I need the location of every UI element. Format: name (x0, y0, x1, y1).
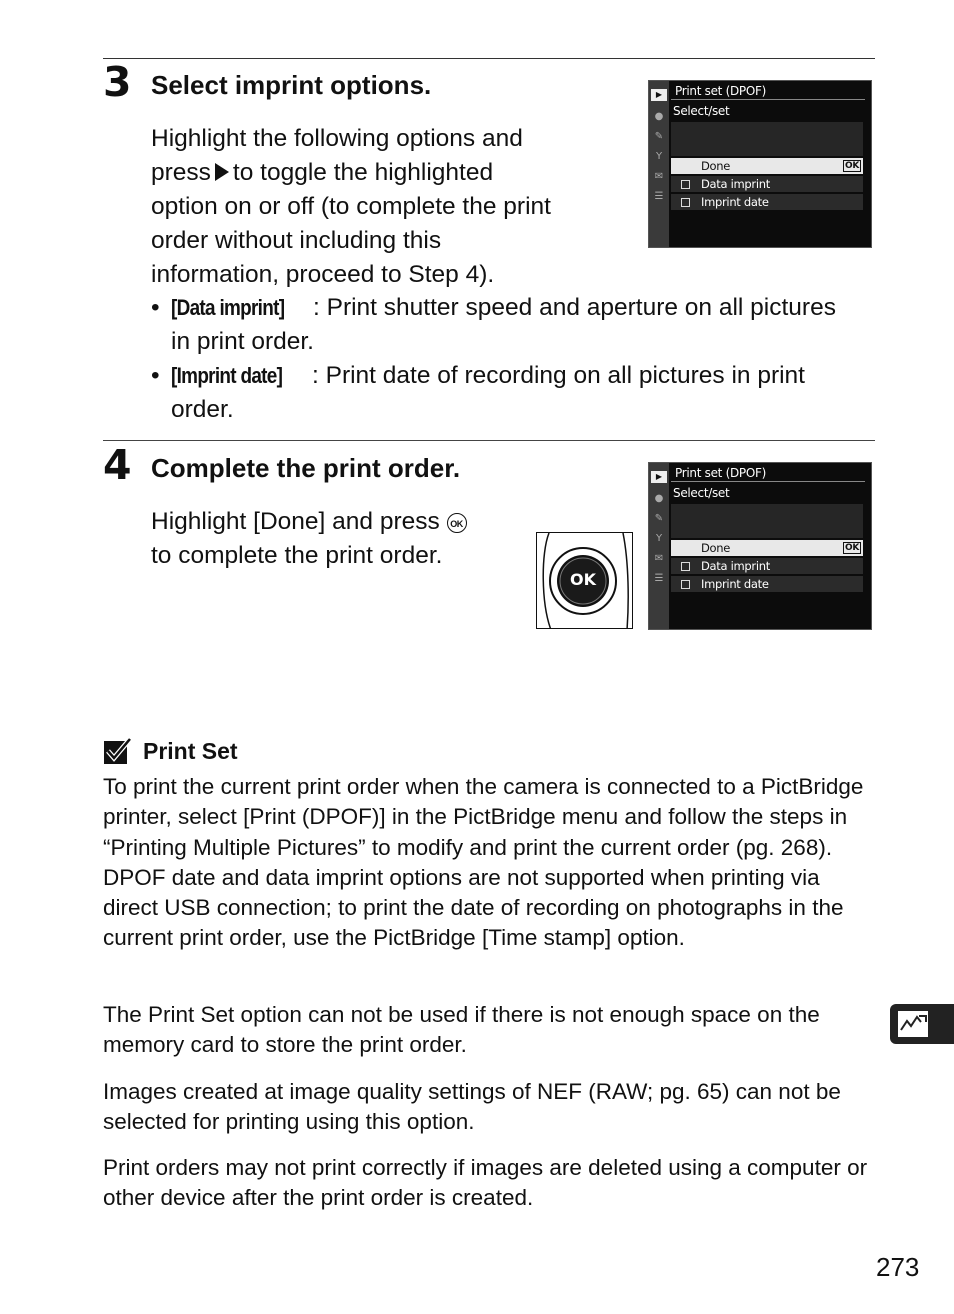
my-menu-icon: ☰ (654, 191, 664, 202)
step-3-title: Select imprint options. (151, 70, 432, 100)
checkbox-icon (681, 580, 690, 589)
data-imprint-text-cont: in print order. (171, 328, 314, 355)
step-4-line-1-text: Highlight [Done] and press (151, 508, 440, 535)
note-paragraph-4: Print orders may not print correctly if images are deleted using a computer or other device after the print order is created. (103, 1155, 868, 1211)
step-3-line-2 (151, 156, 621, 190)
step-4-line-2: to complete the print order. (151, 542, 443, 569)
data-imprint-term: [Data imprint] (171, 295, 285, 320)
menu-item-data-imprint (671, 558, 863, 574)
menu-item-label: Done (701, 541, 731, 555)
section-rule-middle (103, 440, 875, 441)
setup-menu-icon: Y (655, 151, 663, 162)
checkbox-icon (681, 562, 690, 571)
bullet-icon: • (151, 294, 160, 321)
page-number: 273 (876, 1252, 920, 1282)
menu-item-label: Data imprint (701, 559, 770, 573)
note-paragraph-3: Images created at image quality settings of NEF (RAW; pg. 65) can not be selected for printing using this option. (103, 1079, 841, 1135)
camera-menu-screen-step-4 (648, 462, 872, 630)
screen-title: Print set (DPOF) (675, 84, 766, 98)
step-4-instructions (151, 505, 521, 573)
menu-item-done (671, 540, 863, 556)
blank-panel (671, 122, 863, 156)
note-title: Print Set (143, 738, 238, 764)
imprint-options-list (151, 291, 875, 427)
shooting-menu-icon: ● (654, 493, 664, 504)
menu-item-done (671, 158, 863, 174)
menu-item-label: Done (701, 159, 731, 173)
step-3-line-1: Highlight the following options and (151, 125, 523, 152)
imprint-date-term: [Imprint date] (171, 363, 283, 388)
retouch-menu-icon: ✉ (654, 553, 664, 564)
title-divider (671, 481, 865, 482)
ok-button-label: OK (570, 570, 596, 589)
list-item (151, 359, 875, 427)
chapter-tab (890, 1004, 954, 1044)
step-3-line-3: option on or off (to complete the print (151, 193, 551, 220)
menu-item-label: Imprint date (701, 577, 769, 591)
list-item (151, 291, 875, 359)
step-3-number: 3 (103, 58, 132, 106)
step-3-line-4: order without including this (151, 227, 442, 254)
step-3-line-5: information, proceed to Step 4). (151, 261, 495, 288)
menu-tab-bar (649, 463, 669, 629)
blank-panel (671, 504, 863, 538)
playback-menu-icon: ▶ (651, 471, 667, 483)
step-4-number: 4 (103, 441, 132, 489)
checkmark-note-icon (103, 738, 133, 771)
screen-title: Print set (DPOF) (675, 466, 766, 480)
menu-item-data-imprint (671, 176, 863, 192)
data-imprint-text: : Print shutter speed and aperture on all pictures (313, 294, 836, 321)
imprint-date-text-cont: order. (171, 396, 234, 423)
shooting-menu-icon: ● (654, 111, 664, 122)
connections-icon (890, 1004, 954, 1044)
step-4-title: Complete the print order. (151, 453, 461, 483)
note-paragraph-2: The Print Set option can not be used if there is not enough space on the memory card to store the print order. (103, 1002, 820, 1058)
bullet-icon: • (151, 362, 160, 389)
my-menu-icon: ☰ (654, 573, 664, 584)
retouch-menu-icon: ✉ (654, 171, 664, 182)
ok-badge: OK (844, 161, 859, 171)
step-4-line-1 (151, 505, 521, 539)
step-3-instructions (151, 122, 621, 292)
menu-item-label: Data imprint (701, 177, 770, 191)
menu-tab-bar (649, 81, 669, 247)
step-3-line-2-text: to toggle the highlighted (232, 159, 494, 186)
imprint-date-text: : Print date of recording on all pictures in print (312, 362, 805, 389)
setup-menu-icon: Y (655, 533, 663, 544)
menu-item-imprint-date (671, 194, 863, 210)
camera-menu-screen-step-3 (648, 80, 872, 248)
ok-button-icon: OK (447, 513, 467, 533)
custom-settings-icon: ✎ (654, 513, 664, 524)
ok-badge: OK (844, 543, 859, 553)
section-rule-top (103, 58, 875, 59)
screen-subtitle: Select/set (673, 486, 730, 500)
press-word: press (151, 159, 211, 186)
menu-item-label: Imprint date (701, 195, 769, 209)
right-arrow-icon (215, 163, 229, 181)
custom-settings-icon: ✎ (654, 131, 664, 142)
menu-item-imprint-date (671, 576, 863, 592)
screen-subtitle: Select/set (673, 104, 730, 118)
checkbox-icon (681, 180, 690, 189)
note-paragraph-1: To print the current print order when the camera is connected to a PictBridge printer, select [Print (DPOF)] in the PictBridge menu and follow the steps in “Printing Multiple Pictures” to modify and print the current order (pg. 268). DPOF date and data imprint options are not supported when printing via direct USB connection; to print the date of recording on photographs in the current print order, use the PictBridge [Time stamp] option. (103, 774, 864, 951)
camera-ok-button-illustration (536, 532, 633, 629)
playback-menu-icon: ▶ (651, 89, 667, 101)
checkbox-icon (681, 198, 690, 207)
title-divider (671, 99, 865, 100)
